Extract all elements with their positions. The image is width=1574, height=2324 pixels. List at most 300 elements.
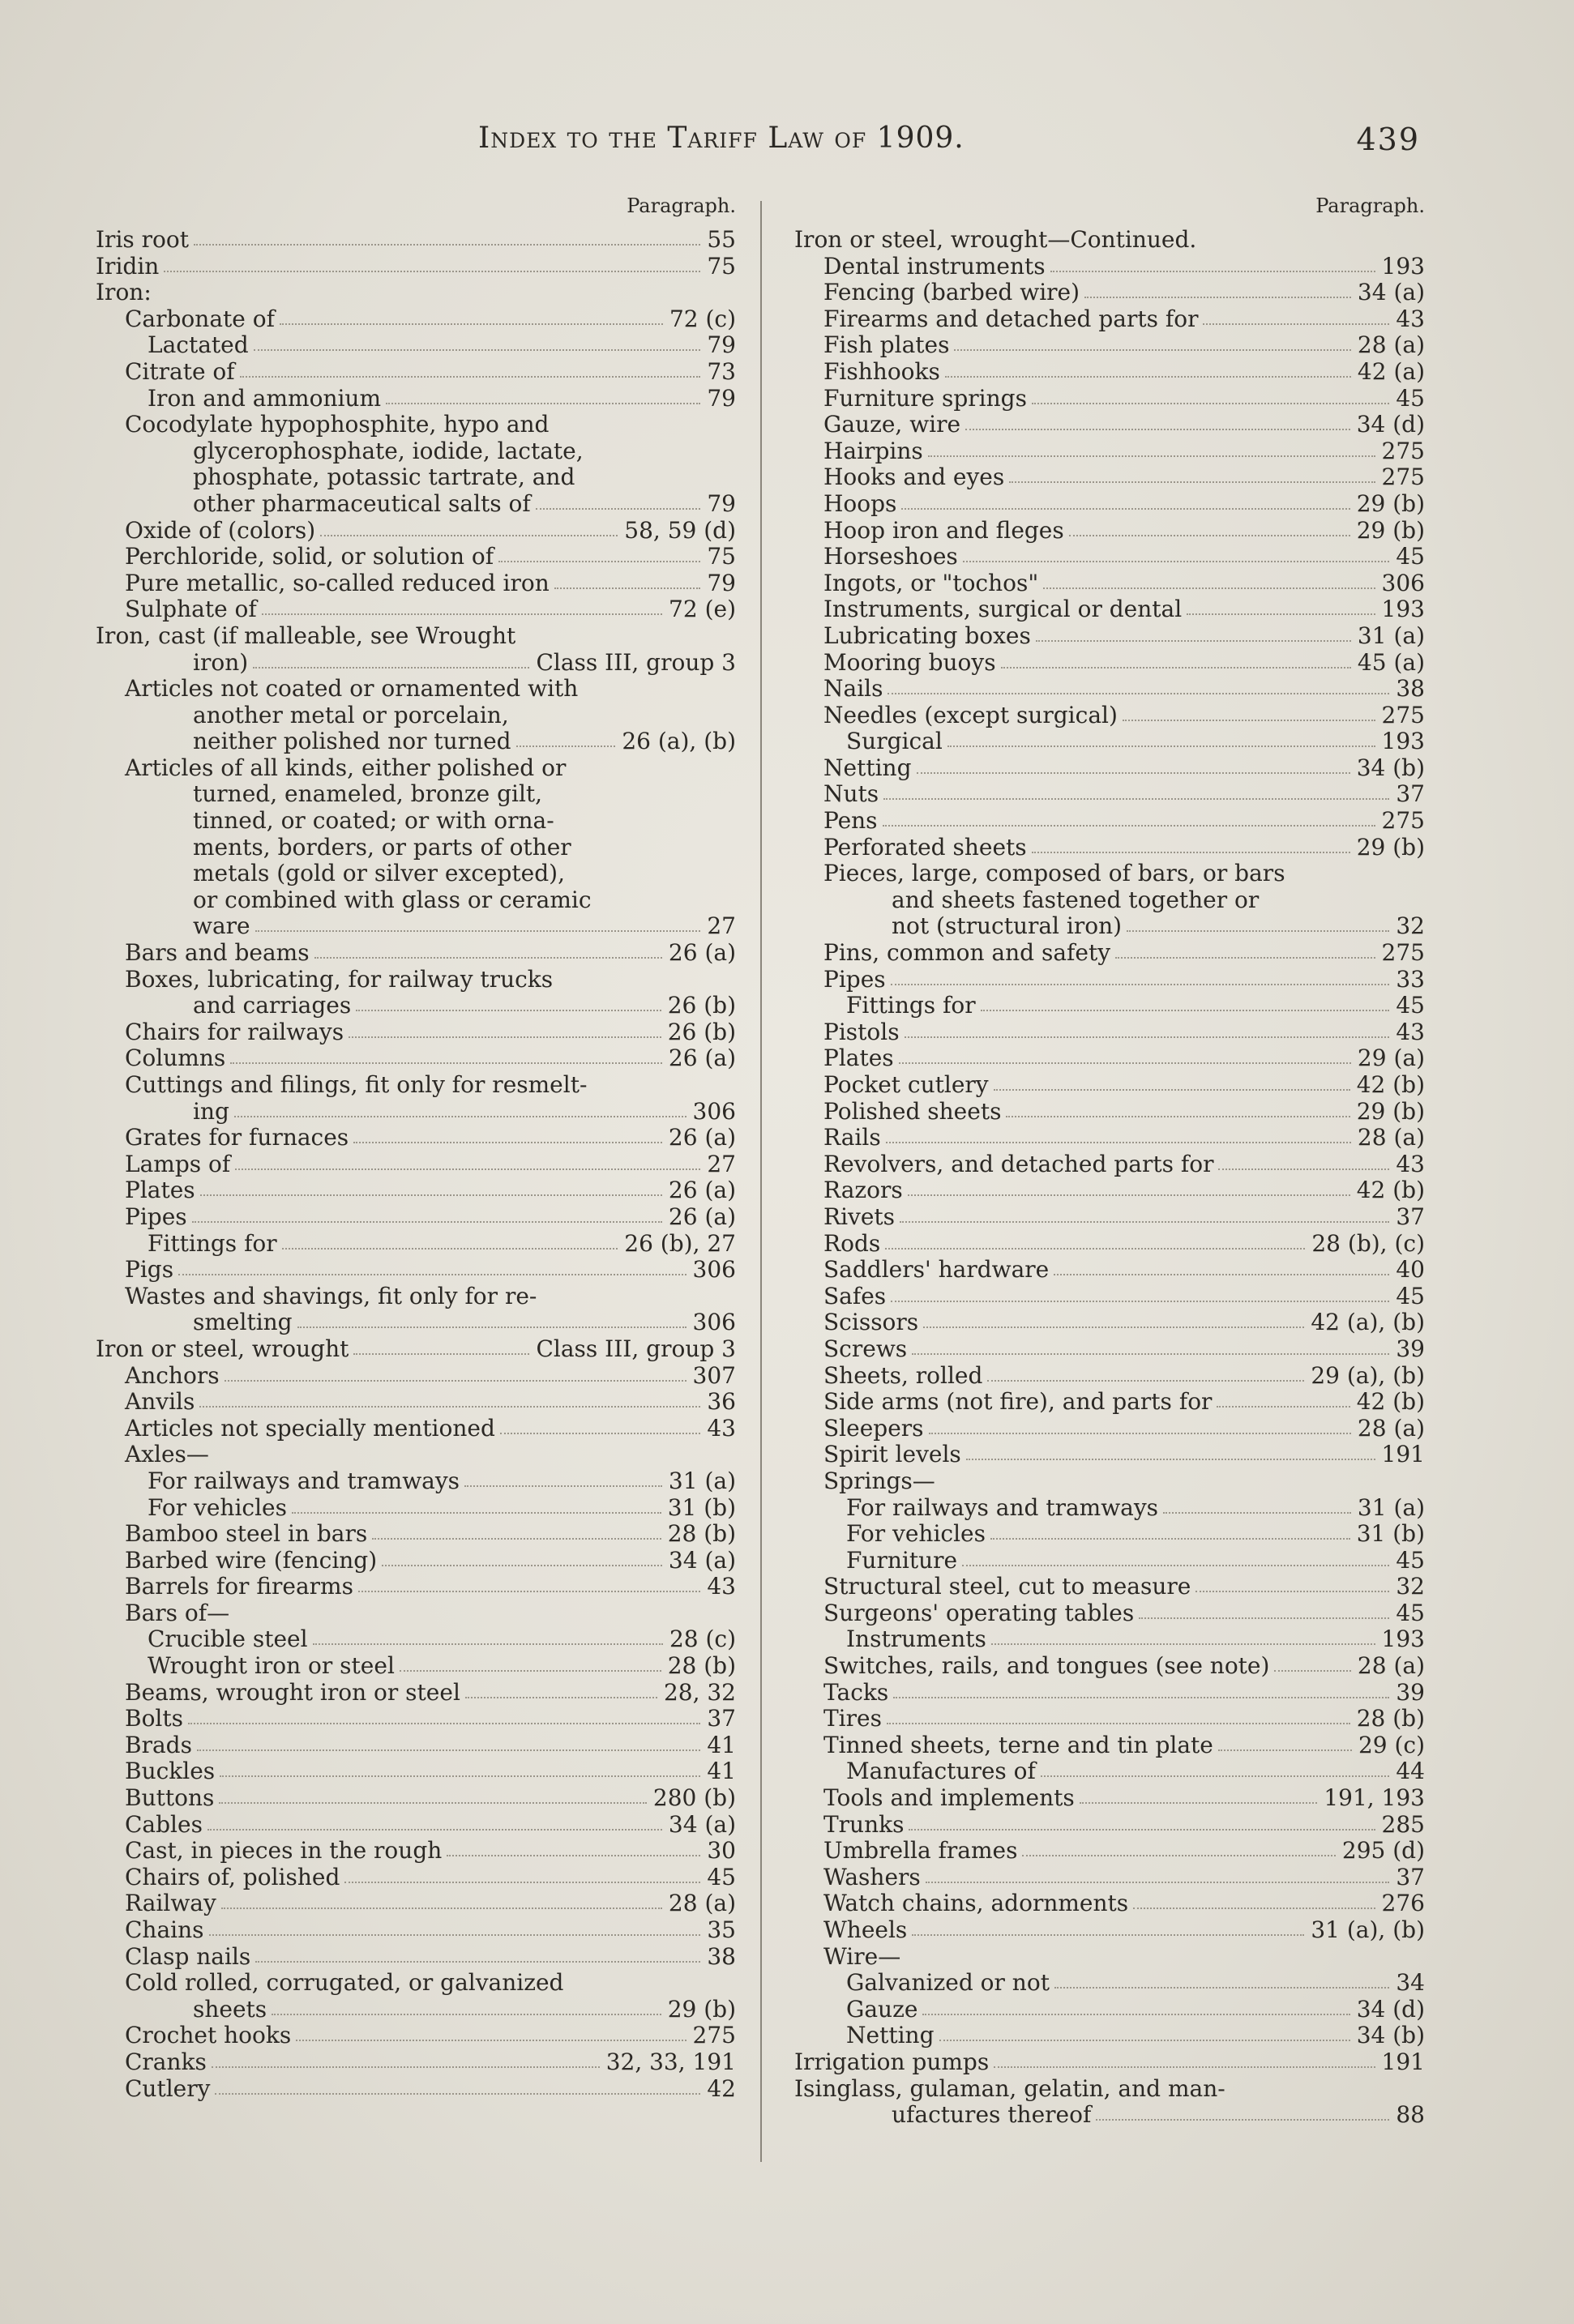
paragraph-reference: 39: [1396, 1335, 1425, 1362]
dot-leader: [255, 1961, 700, 1963]
paragraph-reference: 28 (b): [667, 1520, 736, 1548]
paragraph-reference: 191: [1381, 1441, 1425, 1468]
dot-leader: [221, 1907, 662, 1909]
paragraph-reference: 34 (a): [668, 1546, 736, 1574]
paragraph-reference: 30: [707, 1837, 736, 1865]
index-entry: [794, 544, 1425, 570]
entry-label: Rods: [823, 1229, 881, 1257]
entry-label: and sheets fastened together or: [892, 886, 1260, 913]
index-entry: [96, 1495, 736, 1522]
paragraph-reference: 191, 193: [1324, 1784, 1425, 1812]
dot-leader: [500, 1433, 700, 1434]
dot-leader: [994, 2066, 1375, 2068]
dot-leader: [885, 1248, 1305, 1250]
paragraph-reference: 45: [1396, 1599, 1425, 1626]
dot-leader: [358, 1591, 700, 1592]
dot-leader: [230, 1062, 662, 1064]
index-entry: [96, 1151, 736, 1178]
index-entry: [794, 1151, 1425, 1178]
dot-leader: [255, 930, 700, 932]
entry-label: Wastes and shavings, fit only for re-: [125, 1282, 537, 1309]
index-entry: [794, 861, 1425, 887]
entry-label: Furniture springs: [823, 384, 1027, 412]
paragraph-reference: 28 (a): [1357, 331, 1425, 359]
index-entry: [794, 1758, 1425, 1785]
paragraph-reference: 193: [1381, 252, 1425, 280]
dot-leader: [963, 561, 1389, 562]
dot-leader: [356, 1010, 661, 1011]
dot-leader: [1043, 587, 1375, 589]
entry-label: ing: [193, 1097, 229, 1125]
entry-label: Rivets: [823, 1203, 896, 1230]
index-entry: [794, 1626, 1425, 1653]
index-entry: [794, 728, 1425, 755]
index-entry: [794, 1125, 1425, 1151]
entry-label: Wrought iron or steel: [148, 1652, 395, 1680]
entry-label: Scissors: [823, 1309, 919, 1336]
index-entry: [794, 1284, 1425, 1310]
dot-leader: [1139, 1617, 1389, 1619]
index-entry: [794, 1045, 1425, 1072]
paragraph-reference: 34 (d): [1356, 411, 1425, 438]
index-entry: [96, 728, 736, 755]
entry-label: ufactures thereof: [892, 2101, 1092, 2129]
paragraph-reference: 276: [1381, 1890, 1425, 1917]
entry-label: Sheets, rolled: [823, 1361, 983, 1389]
index-entry: [794, 518, 1425, 545]
index-entry: [96, 1468, 736, 1495]
dot-leader: [981, 1010, 1389, 1011]
paragraph-reference: 34: [1396, 1969, 1425, 1997]
entry-label: Watch chains, adornments: [823, 1890, 1129, 1917]
dot-leader: [917, 772, 1350, 774]
index-entry: [794, 1231, 1425, 1258]
entry-label: Hooks and eyes: [823, 464, 1005, 491]
paragraph-reference: 72 (c): [669, 305, 736, 332]
paragraph-reference: 34 (a): [668, 1810, 736, 1838]
entry-label: iron): [193, 648, 249, 676]
paragraph-reference: 44: [1396, 1758, 1425, 1785]
dot-leader: [912, 1353, 1389, 1355]
paragraph-reference: 34 (a): [1357, 279, 1425, 306]
entry-label: Axles—: [125, 1441, 209, 1468]
paragraph-reference: 28 (a): [668, 1890, 736, 1917]
entry-label: Crucible steel: [148, 1626, 308, 1653]
dot-leader: [1133, 1907, 1375, 1909]
entry-label: Needles (except surgical): [823, 701, 1118, 728]
paragraph-reference: 28 (c): [669, 1626, 736, 1653]
dot-leader: [1069, 535, 1350, 536]
entry-label: Bolts: [125, 1705, 184, 1732]
dot-leader: [200, 1194, 662, 1196]
index-entry: [794, 1309, 1425, 1336]
index-entry: [794, 1680, 1425, 1707]
paragraph-reference: 307: [692, 1361, 736, 1389]
dot-leader: [965, 429, 1350, 430]
dot-leader: [926, 1882, 1389, 1883]
index-entry: [96, 1917, 736, 1944]
paragraph-reference: 45: [1396, 384, 1425, 412]
dot-leader: [947, 745, 1375, 747]
entry-label: Grates for furnaces: [125, 1124, 349, 1151]
dot-leader: [219, 1802, 647, 1804]
paragraph-reference: 26 (b), 27: [624, 1229, 736, 1257]
entry-label: Pens: [823, 807, 878, 835]
index-entry: [96, 1231, 736, 1258]
index-entry: [794, 1970, 1425, 1997]
dot-leader: [400, 1670, 661, 1672]
paragraph-reference: 34 (b): [1356, 2022, 1425, 2049]
entry-label: smelting: [193, 1309, 293, 1336]
entry-label: Oxide of (colors): [125, 516, 316, 544]
dot-leader: [1218, 1168, 1389, 1170]
dot-leader: [240, 376, 700, 378]
entry-label: another metal or porcelain,: [193, 701, 509, 728]
entry-label: Brads: [125, 1731, 192, 1758]
index-entry: [794, 1336, 1425, 1363]
dot-leader: [1203, 323, 1389, 325]
index-entry: [794, 1177, 1425, 1204]
dot-leader: [1032, 403, 1389, 404]
dot-leader: [220, 1775, 700, 1777]
dot-leader: [192, 1221, 662, 1223]
paragraph-reference: 275: [1381, 464, 1425, 491]
index-entry: [96, 386, 736, 412]
dot-leader: [945, 376, 1351, 378]
index-entry: [794, 835, 1425, 861]
entry-label: Tools and implements: [823, 1784, 1075, 1812]
entry-label: Horseshoes: [823, 543, 958, 570]
paragraph-reference: 37: [1396, 1203, 1425, 1230]
index-entry: [96, 2076, 736, 2103]
paragraph-reference: 43: [1396, 305, 1425, 332]
dot-leader: [344, 1882, 700, 1883]
entry-label: Crochet hooks: [125, 2022, 292, 2049]
paragraph-reference: 29 (b): [1356, 516, 1425, 544]
dot-leader: [516, 745, 615, 747]
entry-label: Clasp nails: [125, 1942, 251, 1970]
dot-leader: [990, 1538, 1350, 1540]
index-entry: [96, 359, 736, 386]
entry-label: Iron or steel, wrought—Continued.: [794, 226, 1197, 253]
index-entry: [794, 1785, 1425, 1812]
paragraph-reference: 79: [707, 569, 736, 596]
index-entry: [96, 1336, 736, 1363]
index-entry: [794, 1732, 1425, 1759]
paragraph-reference: 31 (b): [667, 1493, 736, 1521]
paragraph-reference: 31 (b): [1356, 1520, 1425, 1548]
dot-leader: [1054, 1274, 1389, 1275]
index-entry: [794, 359, 1425, 386]
index-entry: [794, 412, 1425, 438]
paragraph-reference: 32: [1396, 912, 1425, 940]
dot-leader: [987, 1380, 1304, 1382]
dot-leader: [991, 1643, 1375, 1645]
entry-label: Fittings for: [148, 1229, 277, 1257]
paragraph-reference: 28 (b), (c): [1311, 1229, 1425, 1257]
paragraph-reference: 42 (a): [1357, 357, 1425, 385]
entry-label: Pistols: [823, 1018, 900, 1045]
index-entry: [794, 1812, 1425, 1839]
dot-leader: [197, 1749, 700, 1751]
index-entry: [96, 1257, 736, 1284]
index-entry: [794, 227, 1425, 254]
dot-leader: [280, 323, 663, 325]
dot-leader: [353, 1142, 662, 1143]
entry-label: Cast, in pieces in the rough: [125, 1837, 443, 1865]
paragraph-reference: 306: [692, 1309, 736, 1336]
entry-label: Chairs for railways: [125, 1018, 344, 1045]
entry-label: phosphate, potassic tartrate, and: [193, 464, 575, 491]
dot-leader: [188, 1723, 700, 1724]
index-entry: [794, 1416, 1425, 1442]
entry-label: Hoops: [823, 489, 897, 517]
entry-label: Pins, common and safety: [823, 939, 1111, 967]
entry-label: Dental instruments: [823, 252, 1046, 280]
entry-label: Surgical: [846, 728, 943, 755]
dot-leader: [1036, 640, 1351, 642]
entry-label: Barbed wire (fencing): [125, 1546, 378, 1574]
index-entry: [96, 254, 736, 280]
paragraph-reference: 37: [1396, 780, 1425, 808]
index-entry: [794, 1389, 1425, 1416]
index-entry: [96, 1944, 736, 1971]
index-entry: [794, 1917, 1425, 1944]
index-entry: [96, 1548, 736, 1574]
index-entry: [794, 1019, 1425, 1046]
entry-label: Firearms and detached parts for: [823, 305, 1199, 332]
paragraph-reference: Class III, group 3: [536, 648, 736, 676]
paragraph-reference: 41: [707, 1731, 736, 1758]
index-entry: [96, 1045, 736, 1072]
dot-leader: [962, 1565, 1389, 1566]
dot-leader: [900, 1221, 1389, 1223]
dot-leader: [234, 1116, 686, 1117]
entry-label: Fittings for: [846, 992, 976, 1019]
entry-label: Cutlery: [125, 2074, 211, 2102]
index-entry: [794, 1653, 1425, 1680]
entry-label: Carbonate of: [125, 305, 275, 332]
entry-label: Chains: [125, 1916, 204, 1943]
dot-leader: [883, 825, 1375, 827]
dot-leader: [253, 667, 529, 669]
entry-label: For vehicles: [846, 1520, 986, 1548]
index-entry: [96, 1706, 736, 1732]
paragraph-reference: 26 (a): [668, 1177, 736, 1204]
left-column-heading: Paragraph.: [627, 194, 736, 217]
index-entry: [794, 1468, 1425, 1495]
index-entry: [794, 781, 1425, 808]
entry-label: Beams, wrought iron or steel: [125, 1678, 460, 1706]
index-entry: [794, 993, 1425, 1019]
index-entry: [794, 755, 1425, 782]
entry-label: Spirit levels: [823, 1441, 961, 1468]
index-entry: [794, 2102, 1425, 2129]
paragraph-reference: 193: [1381, 728, 1425, 755]
entry-label: Pure metallic, so-called reduced iron: [125, 569, 550, 596]
paragraph-reference: 26 (a), (b): [622, 728, 736, 755]
paragraph-reference: 31 (a): [668, 1467, 736, 1494]
entry-label: Saddlers' hardware: [823, 1256, 1050, 1284]
dot-leader: [909, 1829, 1375, 1831]
index-entry: [794, 1072, 1425, 1099]
index-entry: [794, 1548, 1425, 1574]
index-entry: [96, 1680, 736, 1707]
entry-label: Netting: [823, 754, 912, 781]
entry-label: Anchors: [125, 1361, 220, 1389]
entry-label: Pocket cutlery: [823, 1071, 989, 1098]
index-entry: [794, 2023, 1425, 2049]
entry-label: For railways and tramways: [148, 1467, 460, 1494]
entry-label: Washers: [823, 1863, 921, 1890]
index-entry: [96, 1838, 736, 1865]
index-entry: [96, 1626, 736, 1653]
entry-label: Furniture: [846, 1546, 958, 1574]
dot-leader: [554, 587, 700, 589]
entry-label: Gauze: [846, 1995, 918, 2023]
entry-label: Instruments, surgical or dental: [823, 596, 1183, 623]
paragraph-reference: 33: [1396, 965, 1425, 993]
index-entry: [96, 1758, 736, 1785]
entry-label: Nails: [823, 675, 883, 703]
dot-leader: [282, 1248, 618, 1250]
index-entry: [794, 913, 1425, 940]
entry-label: Buckles: [125, 1758, 216, 1785]
entry-label: Lubricating boxes: [823, 622, 1031, 649]
paragraph-reference: 275: [1381, 701, 1425, 728]
entry-label: Polished sheets: [823, 1097, 1002, 1125]
index-entry: [96, 1521, 736, 1548]
paragraph-reference: 32, 33, 191: [605, 2048, 736, 2075]
entry-label: Iron and ammonium: [148, 384, 382, 412]
paragraph-reference: 280 (b): [652, 1784, 736, 1812]
entry-label: Articles not coated or ornamented with: [125, 675, 579, 703]
index-entry: [794, 1600, 1425, 1627]
index-entry: [96, 1785, 736, 1812]
index-entry: [794, 1706, 1425, 1732]
paragraph-reference: 26 (b): [667, 992, 736, 1019]
index-entry: [794, 940, 1425, 967]
dot-leader: [1006, 1116, 1350, 1117]
index-entry: [96, 887, 736, 914]
entry-label: Wire—: [823, 1942, 901, 1970]
dot-leader: [447, 1855, 700, 1856]
entry-label: Wheels: [823, 1916, 908, 1943]
paragraph-reference: 88: [1396, 2101, 1425, 2129]
index-entry: [96, 755, 736, 782]
dot-leader: [199, 1406, 700, 1408]
entry-label: Springs—: [823, 1467, 935, 1494]
index-entry: [96, 1309, 736, 1336]
dot-leader: [1096, 2119, 1389, 2121]
entry-label: Pipes: [823, 965, 886, 993]
index-entry: [96, 1970, 736, 1997]
entry-label: Tacks: [823, 1678, 889, 1706]
entry-label: Bars of—: [125, 1599, 230, 1626]
entry-label: Fishhooks: [823, 357, 940, 385]
paragraph-reference: 45: [707, 1863, 736, 1890]
index-entry: [96, 1284, 736, 1310]
index-entry: [96, 676, 736, 703]
index-entry: [96, 2023, 736, 2049]
index-entry: [96, 227, 736, 254]
dot-leader: [891, 1301, 1389, 1302]
entry-label: Barrels for firearms: [125, 1573, 353, 1600]
entry-label: Lactated: [148, 331, 249, 359]
paragraph-reference: 31 (a): [1357, 622, 1425, 649]
index-entry: [96, 1204, 736, 1231]
paragraph-reference: 31 (a): [1357, 1493, 1425, 1521]
right-column-heading: Paragraph.: [1315, 194, 1425, 217]
right-index-entries: [794, 227, 1425, 2129]
dot-leader: [899, 1062, 1351, 1064]
paragraph-reference: 26 (a): [668, 1124, 736, 1151]
entry-label: not (structural iron): [892, 912, 1123, 940]
index-entry: [96, 623, 736, 650]
dot-leader: [297, 1326, 686, 1328]
entry-label: Tires: [823, 1705, 882, 1732]
paragraph-reference: 193: [1381, 596, 1425, 623]
index-entry: [794, 1838, 1425, 1865]
paragraph-reference: 306: [1381, 569, 1425, 596]
entry-label: Rails: [823, 1124, 881, 1151]
index-entry: [794, 1944, 1425, 1971]
index-entry: [96, 1890, 736, 1917]
dot-leader: [292, 1512, 661, 1514]
paragraph-reference: 27: [707, 912, 736, 940]
entry-label: Netting: [846, 2022, 935, 2049]
index-entry: [794, 386, 1425, 412]
entry-label: Cold rolled, corrugated, or galvanized: [125, 1969, 564, 1997]
entry-label: For railways and tramways: [846, 1493, 1159, 1521]
dot-leader: [1080, 1802, 1317, 1804]
paragraph-reference: 43: [1396, 1018, 1425, 1045]
entry-label: Chairs of, polished: [125, 1863, 340, 1890]
paragraph-reference: 45: [1396, 1282, 1425, 1309]
index-entry: [794, 967, 1425, 993]
paragraph-reference: Class III, group 3: [536, 1335, 736, 1362]
index-entry: [96, 808, 736, 835]
index-entry: [96, 1177, 736, 1204]
paragraph-reference: 28 (b): [1356, 1705, 1425, 1732]
entry-label: Galvanized or not: [846, 1969, 1050, 1997]
paragraph-reference: 28, 32: [663, 1678, 736, 1706]
paragraph-reference: 29 (a), (b): [1311, 1361, 1425, 1389]
index-entry: [96, 1416, 736, 1442]
entry-label: Sleepers: [823, 1414, 924, 1442]
index-entry: [794, 1363, 1425, 1390]
entry-label: Plates: [125, 1177, 195, 1204]
paragraph-reference: 295 (d): [1341, 1837, 1425, 1865]
index-entry: [96, 835, 736, 861]
paragraph-reference: 27: [707, 1150, 736, 1177]
dot-leader: [1054, 1987, 1389, 1989]
entry-label: Pipes: [125, 1203, 187, 1230]
index-entry: [794, 1574, 1425, 1600]
paragraph-reference: 29 (b): [1356, 489, 1425, 517]
entry-label: Cranks: [125, 2048, 207, 2075]
dot-leader: [922, 2014, 1350, 2015]
paragraph-reference: 45: [1396, 543, 1425, 570]
index-entry: [96, 1072, 736, 1099]
paragraph-reference: 38: [707, 1942, 736, 1970]
paragraph-reference: 35: [707, 1916, 736, 1943]
dot-leader: [929, 1433, 1351, 1434]
dot-leader: [954, 349, 1351, 351]
paragraph-reference: 41: [707, 1758, 736, 1785]
paragraph-reference: 306: [692, 1256, 736, 1284]
index-entry: [96, 1732, 736, 1759]
